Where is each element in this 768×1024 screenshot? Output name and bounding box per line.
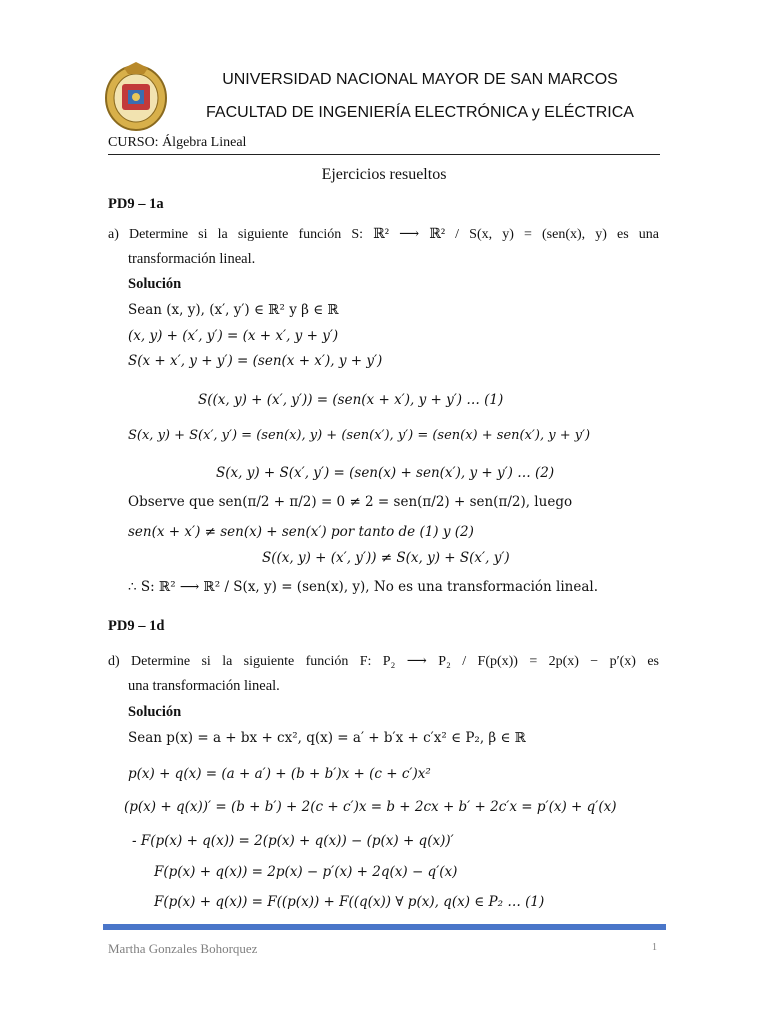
equation-line: F(p(x) + q(x)) = 2p(x) − p′(x) + 2q(x) − q′(x): [154, 864, 458, 880]
header-rule: [108, 154, 660, 155]
equation-line: Observe que sen(π/2 + π/2) = 0 ≠ 2 = sen(π/2) + sen(π/2), luego: [128, 494, 573, 510]
course-label: CURSO: Álgebra Lineal: [108, 135, 247, 150]
problem-statement: d) Determine si la siguiente función F: P₂ ⟶ P₂ / F(p(x)) = 2p(x) − p′(x) es: [108, 654, 659, 669]
equation-line: (p(x) + q(x))′ = (b + b′) + 2(c + c′)x = b + 2cx + b′ + 2c′x = p′(x) + q′(x): [124, 799, 617, 815]
problem-statement-cont: transformación lineal.: [128, 251, 256, 267]
section-heading: PD9 – 1d: [108, 618, 165, 634]
equation-line: - F(p(x) + q(x)) = 2(p(x) + q(x)) − (p(x) + q(x))′: [132, 833, 454, 849]
footer-author: Martha Gonzales Bohorquez: [108, 941, 258, 956]
equation-line: p(x) + q(x) = (a + a′) + (b + b′)x + (c + c′)x²: [128, 766, 431, 782]
equation-line: sen(x + x′) ≠ sen(x) + sen(x′) por tanto de (1) y (2): [128, 524, 474, 540]
problem-statement-cont: una transformación lineal.: [128, 678, 280, 694]
page-title: Ejercicios resueltos: [321, 166, 447, 183]
equation-line: S(x, y) + S(x′, y′) = (sen(x), y) + (sen(x′), y′) = (sen(x) + sen(x′), y + y′): [128, 428, 591, 443]
equation-line: S((x, y) + (x′, y′)) ≠ S(x, y) + S(x′, y′): [262, 550, 510, 566]
faculty-name: FACULTAD DE INGENIERÍA ELECTRÓNICA y ELÉCTRICA: [206, 104, 634, 121]
equation-line: (x, y) + (x′, y′) = (x + x′, y + y′): [128, 328, 339, 344]
footer-rule: [103, 924, 666, 930]
equation-line: Sean (x, y), (x′, y′) ∈ ℝ² y β ∈ ℝ: [128, 302, 339, 318]
solution-label: Solución: [128, 704, 182, 720]
section-heading: PD9 – 1a: [108, 196, 164, 212]
equation-line: F(p(x) + q(x)) = F((p(x)) + F((q(x)) ∀ p(x), q(x) ∈ P₂ … (1): [154, 894, 545, 910]
problem-statement: a) Determine si la siguiente función S: ℝ² ⟶ ℝ² / S(x, y) = (sen(x), y) es una: [108, 227, 659, 242]
equation-line: S(x, y) + S(x′, y′) = (sen(x) + sen(x′), y + y′) … (2): [216, 465, 555, 481]
equation-line: S((x, y) + (x′, y′)) = (sen(x + x′), y + y′) … (1): [198, 392, 504, 408]
university-name: UNIVERSIDAD NACIONAL MAYOR DE SAN MARCOS: [222, 71, 618, 88]
solution-label: Solución: [128, 276, 182, 292]
equation-line: S(x + x′, y + y′) = (sen(x + x′), y + y′): [128, 353, 383, 369]
equation-line: Sean p(x) = a + bx + cx², q(x) = a′ + b′x + c′x² ∈ P₂, β ∈ ℝ: [128, 730, 527, 746]
page-number: 1: [652, 942, 657, 953]
conclusion-line: ∴ S: ℝ² ⟶ ℝ² / S(x, y) = (sen(x), y), No es una transformación lineal.: [128, 579, 598, 595]
